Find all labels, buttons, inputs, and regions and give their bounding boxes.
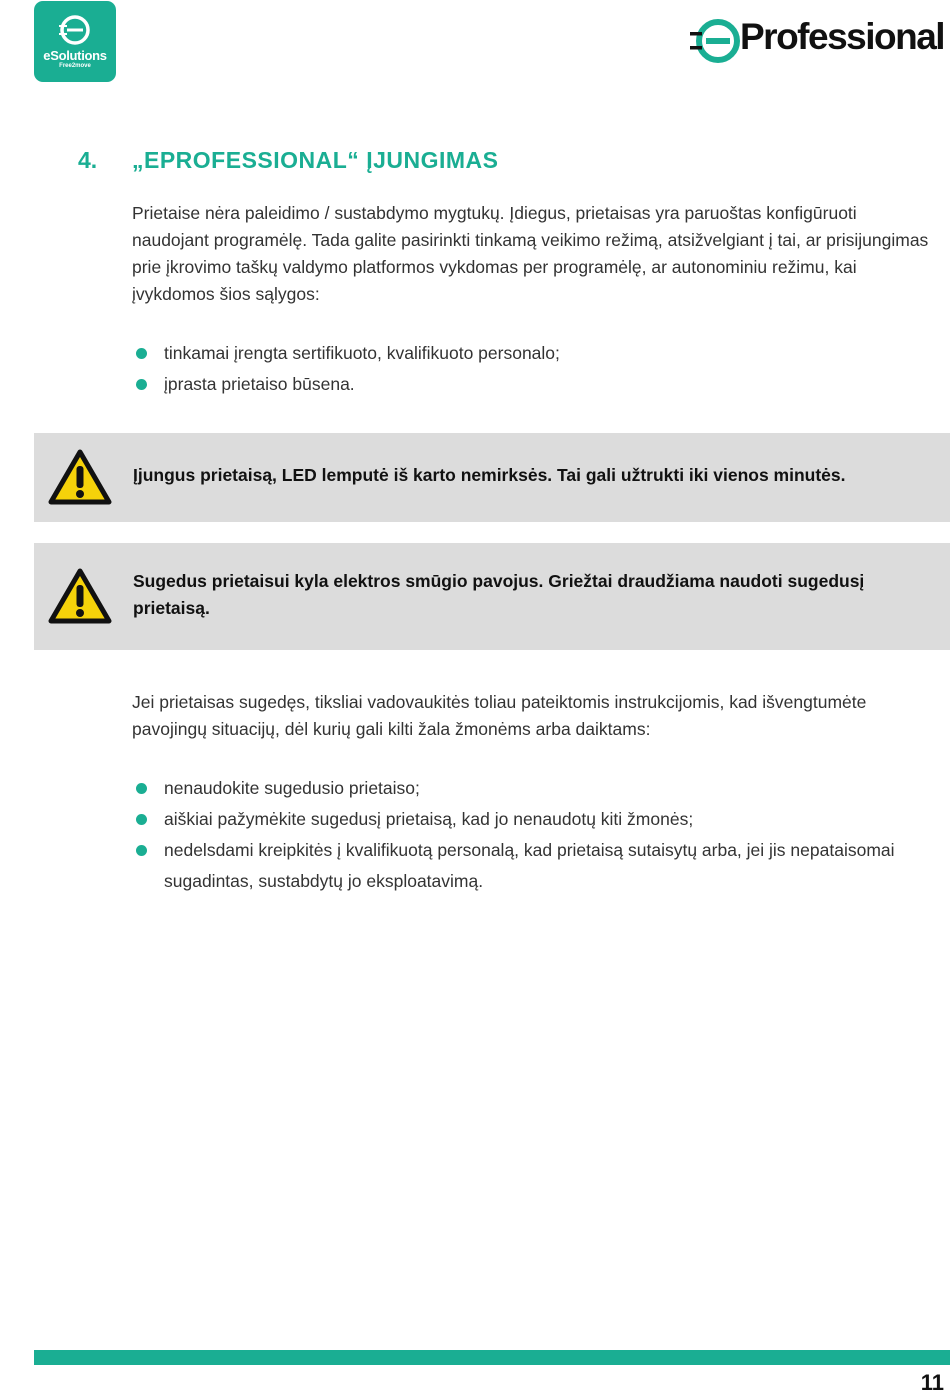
page-number: 11 — [920, 1370, 944, 1395]
warning-triangle-icon — [48, 568, 112, 624]
bullet-dot — [136, 379, 147, 390]
logo-wordmark: Professional — [740, 16, 945, 57]
bullet-dot — [136, 814, 147, 825]
bullet-dot — [136, 783, 147, 794]
logo-name: eSolutions — [43, 48, 107, 63]
list-item — [132, 338, 932, 369]
list-item-text: įprasta prietaiso būsena. — [164, 374, 355, 394]
warning-triangle-icon — [48, 449, 112, 505]
bullet-dot — [136, 845, 147, 856]
warning-text: Sugedus prietaisui kyla elektros smūgio pavojus. Griežtai draudžiama naudoti sugedusį prietaisą. — [133, 571, 865, 618]
list-item — [132, 369, 932, 400]
plug-e-icon — [688, 17, 742, 65]
list-item-text: tinkamai įrengta sertifikuoto, kvalifikuoto personalo; — [164, 343, 560, 363]
list-item-text: nenaudokite sugedusio prietaiso; — [164, 778, 420, 798]
fault-steps-list — [132, 773, 932, 897]
eprofessional-logo — [688, 16, 950, 66]
esolutions-logo — [34, 1, 116, 82]
warning-text: Įjungus prietaisą, LED lemputė iš karto nemirksės. Tai gali užtrukti iki vienos minutės. — [133, 465, 846, 485]
list-item-text: nedelsdami kreipkitės į kvalifikuotą personalą, kad prietaisą sutaisytų arba, jei jis nepataisomai sugadintas, sustabdytų jo eksploatavimą. — [164, 840, 895, 891]
section-number: 4. — [78, 147, 98, 173]
logo-subtitle: Free2move — [59, 63, 91, 69]
section-title: „EPROFESSIONAL“ ĮJUNGIMAS — [132, 147, 499, 173]
list-item-text: aiškiai pažymėkite sugedusį prietaisą, kad jo nenaudotų kiti žmonės; — [164, 809, 694, 829]
fault-paragraph: Jei prietaisas sugedęs, tiksliai vadovaukitės toliau pateiktomis instrukcijomis, kad išvengtumėte pavojingų situacijų, dėl kurių gali kilti žala žmonėms arba daiktams: — [132, 692, 867, 739]
list-item — [132, 773, 932, 804]
warning-box — [34, 433, 950, 522]
plug-e-icon — [58, 13, 92, 47]
bullet-dot — [136, 348, 147, 359]
intro-paragraph: Prietaise nėra paleidimo / sustabdymo mygtukų. Įdiegus, prietaisas yra paruoštas konfigūruoti naudojant programėlę. Tada galite pasirinkti tinkamą veikimo režimą, atsižvelgiant į tai, ar prisijungimas prie įkrovimo taškų valdymo platformos vykdomas per programėlę, ar autonominiu režimu, kai įvykdomos šios sąlygos: — [132, 203, 929, 304]
footer-bar — [34, 1350, 950, 1365]
list-item — [132, 804, 932, 835]
conditions-list — [132, 338, 932, 400]
list-item — [132, 835, 932, 897]
warning-box — [34, 543, 950, 650]
